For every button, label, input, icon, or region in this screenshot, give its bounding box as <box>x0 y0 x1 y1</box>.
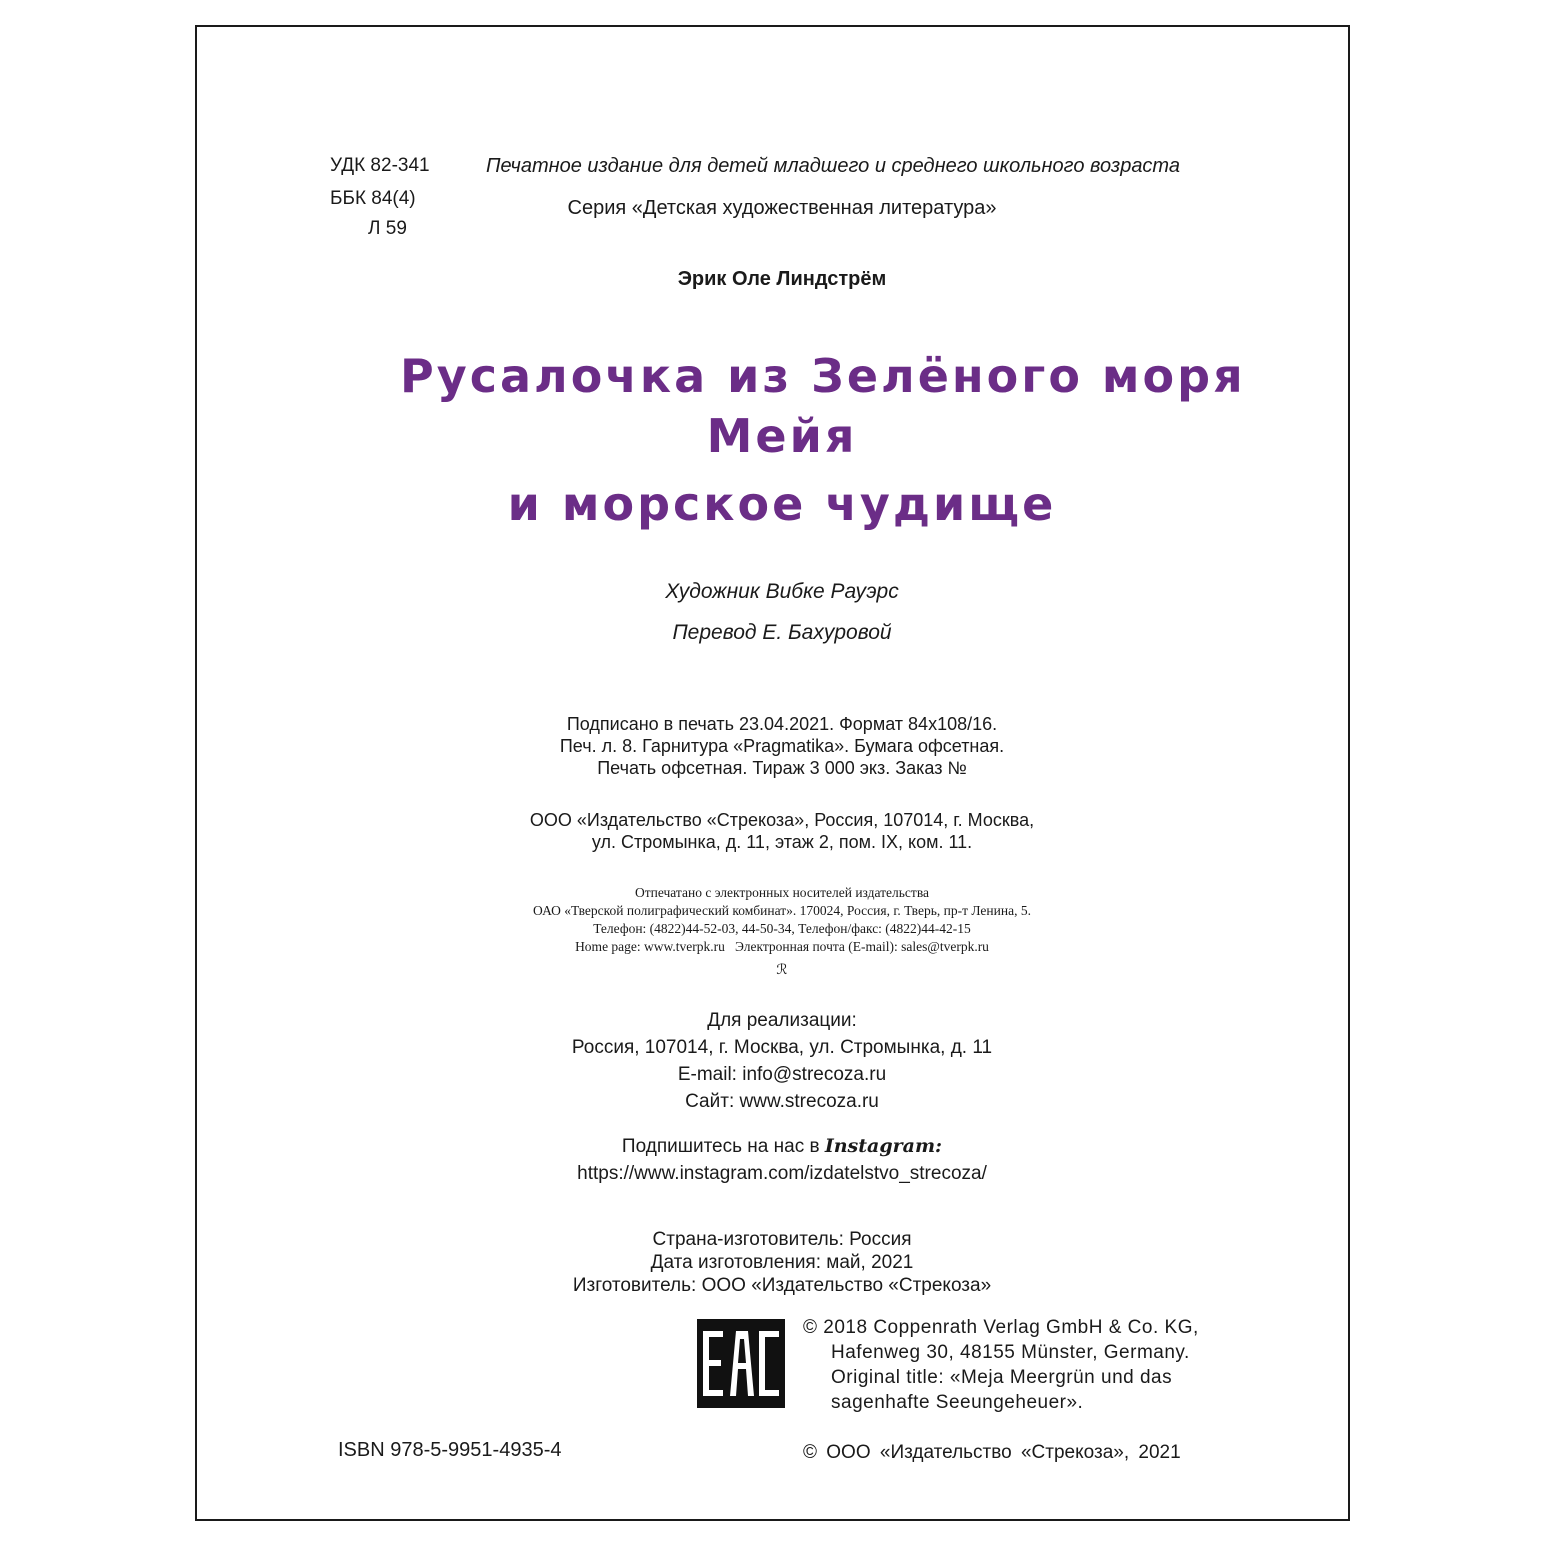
printer-line: Отпечатано с электронных носителей издательства <box>634 885 930 900</box>
bbk-code: ББК 84(4) <box>330 188 416 209</box>
sales-address: Россия, 107014, г. Москва, ул. Стромынка, д. 11 <box>571 1037 993 1058</box>
translator-credit: Перевод Е. Бахуровой <box>672 621 892 644</box>
copyright-line: sagenhafte Seeungeheuer». <box>831 1392 1084 1413</box>
printer-line: Home page: www.tverpk.ru Электронная почта (E-mail): sales@tverpk.ru <box>575 939 989 954</box>
print-info-line: Подписано в печать 23.04.2021. Формат 84x108/16. <box>566 714 998 734</box>
edition-note: Печатное издание для детей младшего и среднего школьного возраста <box>486 155 1180 177</box>
book-title-line-3: и морское чудище <box>507 477 1057 531</box>
publisher-copyright: © ООО «Издательство «Стрекоза», 2021 <box>803 1442 1181 1463</box>
publisher-address <box>400 809 1164 853</box>
publisher-line: ул. Стромынка, д. 11, этаж 2, пом. IX, ком. 11. <box>591 832 973 852</box>
copyright-original <box>803 1315 1230 1415</box>
printer-logo-icon: ℛ <box>776 963 788 978</box>
author-mark: Л 59 <box>368 218 407 239</box>
series-name: Серия «Детская художественная литература» <box>567 197 997 219</box>
book-title-line-2: Мейя <box>706 409 858 463</box>
printer-info <box>400 884 1164 956</box>
author-name: Эрик Оле Линдстрём <box>677 268 887 290</box>
copyright-line: Hafenweg 30, 48155 Münster, Germany. <box>831 1342 1190 1363</box>
manufacturer-country: Страна-изготовитель: Россия <box>652 1229 912 1250</box>
instagram-prompt: Подпишитесь на нас в <box>621 1136 825 1157</box>
publisher-line: ООО «Издательство «Стрекоза», Россия, 107014, г. Москва, <box>529 810 1035 830</box>
sales-site: Сайт: www.strecoza.ru <box>685 1091 879 1112</box>
instagram-brand: Instagram: <box>824 1135 943 1157</box>
manufacturer-info <box>400 1228 1164 1297</box>
instagram-block <box>400 1133 1164 1187</box>
printer-line: Телефон: (4822)44-52-03, 44-50-34, Телефон/факс: (4822)44-42-15 <box>593 921 971 936</box>
eac-mark-icon <box>703 1331 779 1396</box>
instagram-prompt-line <box>400 1133 1164 1160</box>
manufacturer-date: Дата изготовления: май, 2021 <box>650 1252 914 1273</box>
print-info-line: Печать офсетная. Тираж 3 000 экз. Заказ № <box>597 758 967 778</box>
udk-code: УДК 82-341 <box>330 155 430 176</box>
copyright-line: Original title: «Meja Meergrün und das <box>831 1367 1173 1388</box>
manufacturer-name: Изготовитель: ООО «Издательство «Стрекоза» <box>572 1275 992 1296</box>
copyright-line: © 2018 Coppenrath Verlag GmbH & Co. KG, <box>803 1317 1199 1338</box>
book-title-line-1: Русалочка из Зелёного моря <box>400 349 1246 403</box>
sales-info <box>400 1007 1164 1115</box>
instagram-url: https://www.instagram.com/izdatelstvo_strecoza/ <box>577 1163 987 1184</box>
sales-email: E-mail: info@strecoza.ru <box>677 1064 887 1085</box>
artist-credit: Художник Вибке Рауэрс <box>665 580 899 603</box>
eac-certification-icon <box>697 1319 785 1408</box>
isbn: ISBN 978-5-9951-4935-4 <box>338 1439 562 1461</box>
print-info <box>400 713 1164 779</box>
printer-line: ОАО «Тверской полиграфический комбинат». 170024, Россия, г. Тверь, пр-т Ленина, 5. <box>533 903 1031 918</box>
print-info-line: Печ. л. 8. Гарнитура «Pragmatika». Бумага офсетная. <box>559 736 1005 756</box>
sales-heading: Для реализации: <box>707 1010 857 1031</box>
